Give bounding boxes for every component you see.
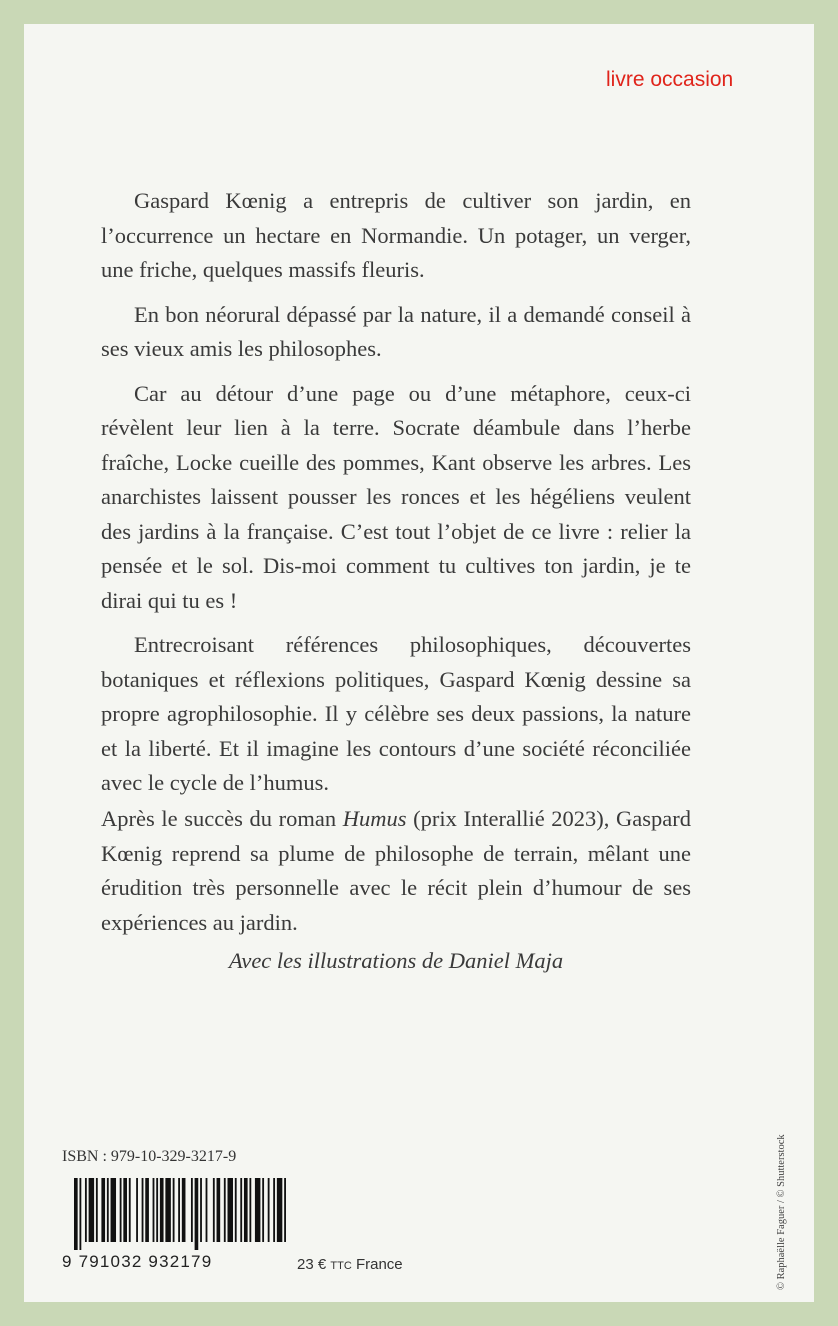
barcode-digits: 9 791032 932179	[62, 1252, 213, 1271]
barcode-bar	[120, 1178, 122, 1242]
barcode	[62, 1178, 292, 1278]
barcode-bar	[123, 1178, 127, 1242]
barcode-bar	[136, 1178, 138, 1242]
barcode-bar	[206, 1178, 208, 1242]
barcode-bar	[217, 1178, 221, 1242]
price-tax: TTC	[330, 1260, 352, 1272]
barcode-bar	[145, 1178, 149, 1242]
barcode-bar	[262, 1178, 264, 1242]
price	[297, 1256, 403, 1273]
barcode-bar	[129, 1178, 131, 1242]
barcode-bar	[182, 1178, 186, 1242]
barcode-bar	[173, 1178, 175, 1242]
barcode-bar	[200, 1178, 202, 1242]
author-note-rest: (prix Interallié 2023), Gaspard Kœnig reprend sa plume de philosophe de terrain, mêlant une érudition très personnelle avec le récit plein d’humour de ses expériences au jardin.	[101, 806, 691, 935]
barcode-bar	[191, 1178, 193, 1242]
barcode-bar	[178, 1178, 180, 1242]
blurb-paragraph-4: Entrecroisant références philosophiques, découvertes botaniques et réflexions politiques, Gaspard Kœnig dessine sa propre agrophilosophie. Il y célèbre ses deux passions, la nature et la liberté. Et il imagine les contours d’une société réconciliée avec le cycle de l’humus.	[101, 632, 691, 795]
barcode-bar	[85, 1178, 87, 1242]
barcode-bar	[96, 1178, 98, 1242]
barcode-bar	[213, 1178, 215, 1242]
barcode-bar	[111, 1178, 116, 1242]
barcode-bars	[62, 1178, 292, 1250]
isbn: ISBN : 979-10-329-3217-9	[62, 1148, 237, 1165]
blurb-paragraph-2: En bon néorural dépassé par la nature, il a demandé conseil à ses vieux amis les philosophes.	[101, 301, 691, 361]
barcode-bar	[268, 1178, 270, 1242]
barcode-bar	[165, 1178, 170, 1242]
barcode-bar	[284, 1178, 286, 1242]
barcode-bar	[89, 1178, 94, 1242]
barcode-bar	[255, 1178, 260, 1242]
barcode-bar	[79, 1178, 81, 1250]
barcode-bar	[277, 1178, 282, 1242]
blurb	[101, 184, 691, 811]
blurb-paragraph-1: Gaspard Kœnig a entrepris de cultiver son jardin, en l’occurrence un hectare en Normandie. Un potager, un verger, une friche, quelques massifs fleuris.	[101, 188, 691, 282]
blurb-paragraph-3: Car au détour d’une page ou d’une métaphore, ceux-ci révèlent leur lien à la terre. Socrate déambule dans l’herbe fraîche, Locke cueille des pommes, Kant observe les arbres. Les anarchistes laissent pousser les ronces et les hégéliens veulent des jardins à la française. C’est tout l’objet de ce livre : relier la pensée et le sol. Dis-moi comment tu cultives ton jardin, je te dirai qui tu es !	[101, 380, 691, 613]
barcode-bar	[244, 1178, 248, 1242]
barcode-bar	[153, 1178, 155, 1242]
author-note	[101, 802, 691, 940]
barcode-bar	[160, 1178, 164, 1242]
used-book-label: livre occasion	[606, 68, 734, 91]
barcode-bar	[156, 1178, 158, 1242]
barcode-bar	[101, 1178, 105, 1242]
barcode-bar	[195, 1178, 199, 1250]
barcode-bar	[224, 1178, 226, 1242]
barcode-bar	[228, 1178, 233, 1242]
author-note-paragraph	[101, 802, 691, 940]
barcode-bar	[273, 1178, 275, 1242]
price-amount: 23 €	[297, 1256, 327, 1273]
photo-credit: © Raphaëlle Faguer / © Shutterstock	[776, 1134, 787, 1290]
novel-title: Humus	[342, 806, 407, 831]
illustrations-credit: Avec les illustrations de Daniel Maja	[228, 948, 564, 973]
price-country: France	[355, 1256, 403, 1273]
barcode-bar	[74, 1178, 78, 1250]
barcode-bar	[249, 1178, 251, 1242]
author-note-start: Après le succès du roman	[101, 806, 343, 831]
barcode-bar	[240, 1178, 242, 1242]
barcode-bar	[142, 1178, 144, 1242]
barcode-bar	[107, 1178, 109, 1242]
barcode-bar	[235, 1178, 237, 1242]
